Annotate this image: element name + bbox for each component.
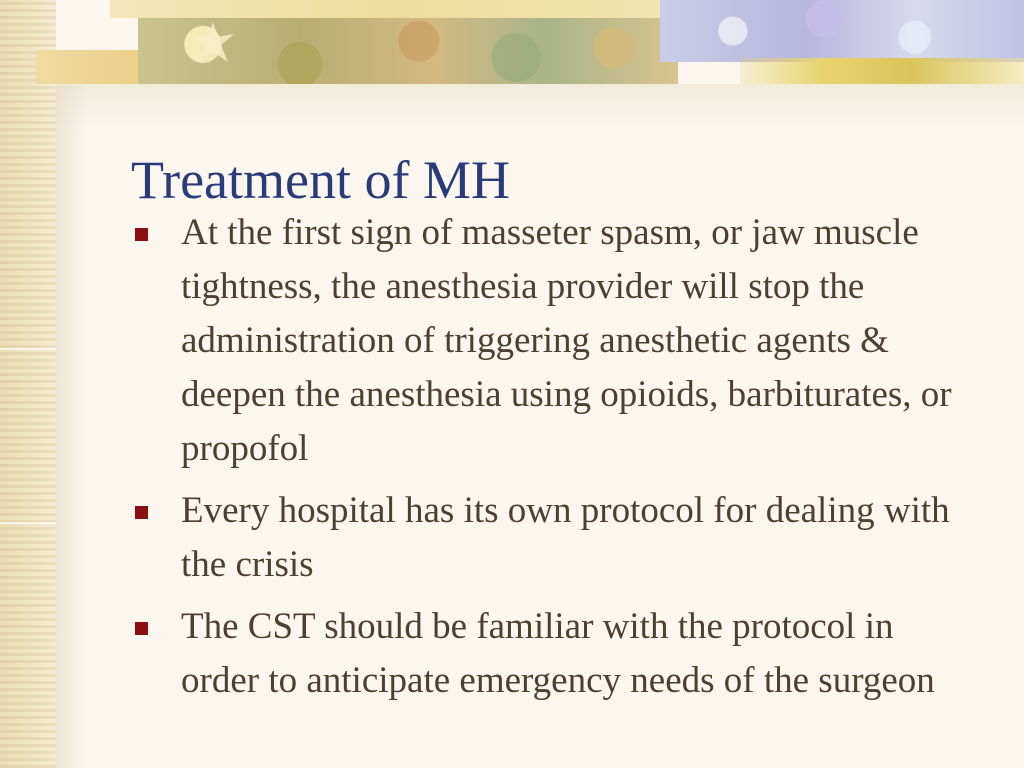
bullet-item	[131, 600, 961, 708]
banner-flower-collage	[660, 0, 1024, 62]
leaf-icon	[190, 20, 236, 66]
bullet-text: Every hospital has its own protocol for dealing with the crisis	[181, 490, 950, 585]
band-seam	[0, 348, 56, 350]
bullet-item	[131, 206, 961, 476]
square-bullet-icon	[135, 622, 148, 635]
bullet-text: The CST should be familiar with the protocol in order to anticipate emergency needs of the surgeon	[181, 606, 935, 701]
banner-top-strip	[110, 0, 670, 18]
decorative-header-banner	[0, 0, 1024, 88]
bullet-item	[131, 484, 961, 592]
bullet-text: At the first sign of masseter spasm, or jaw muscle tightness, the anesthesia provider will stop the administration of triggering anesthetic agents & deepen the anesthesia using opioids, barbiturates, or propofol	[181, 212, 952, 469]
slide-title: Treatment of MH	[131, 150, 510, 210]
band-seam	[0, 522, 56, 524]
square-bullet-icon	[135, 228, 148, 241]
square-bullet-icon	[135, 506, 148, 519]
bullet-list	[131, 206, 961, 716]
banner-golden-grass	[740, 58, 1024, 84]
panel-edge-shadow	[56, 85, 86, 768]
parchment-side-band	[0, 0, 56, 768]
banner-fade	[56, 84, 1024, 134]
